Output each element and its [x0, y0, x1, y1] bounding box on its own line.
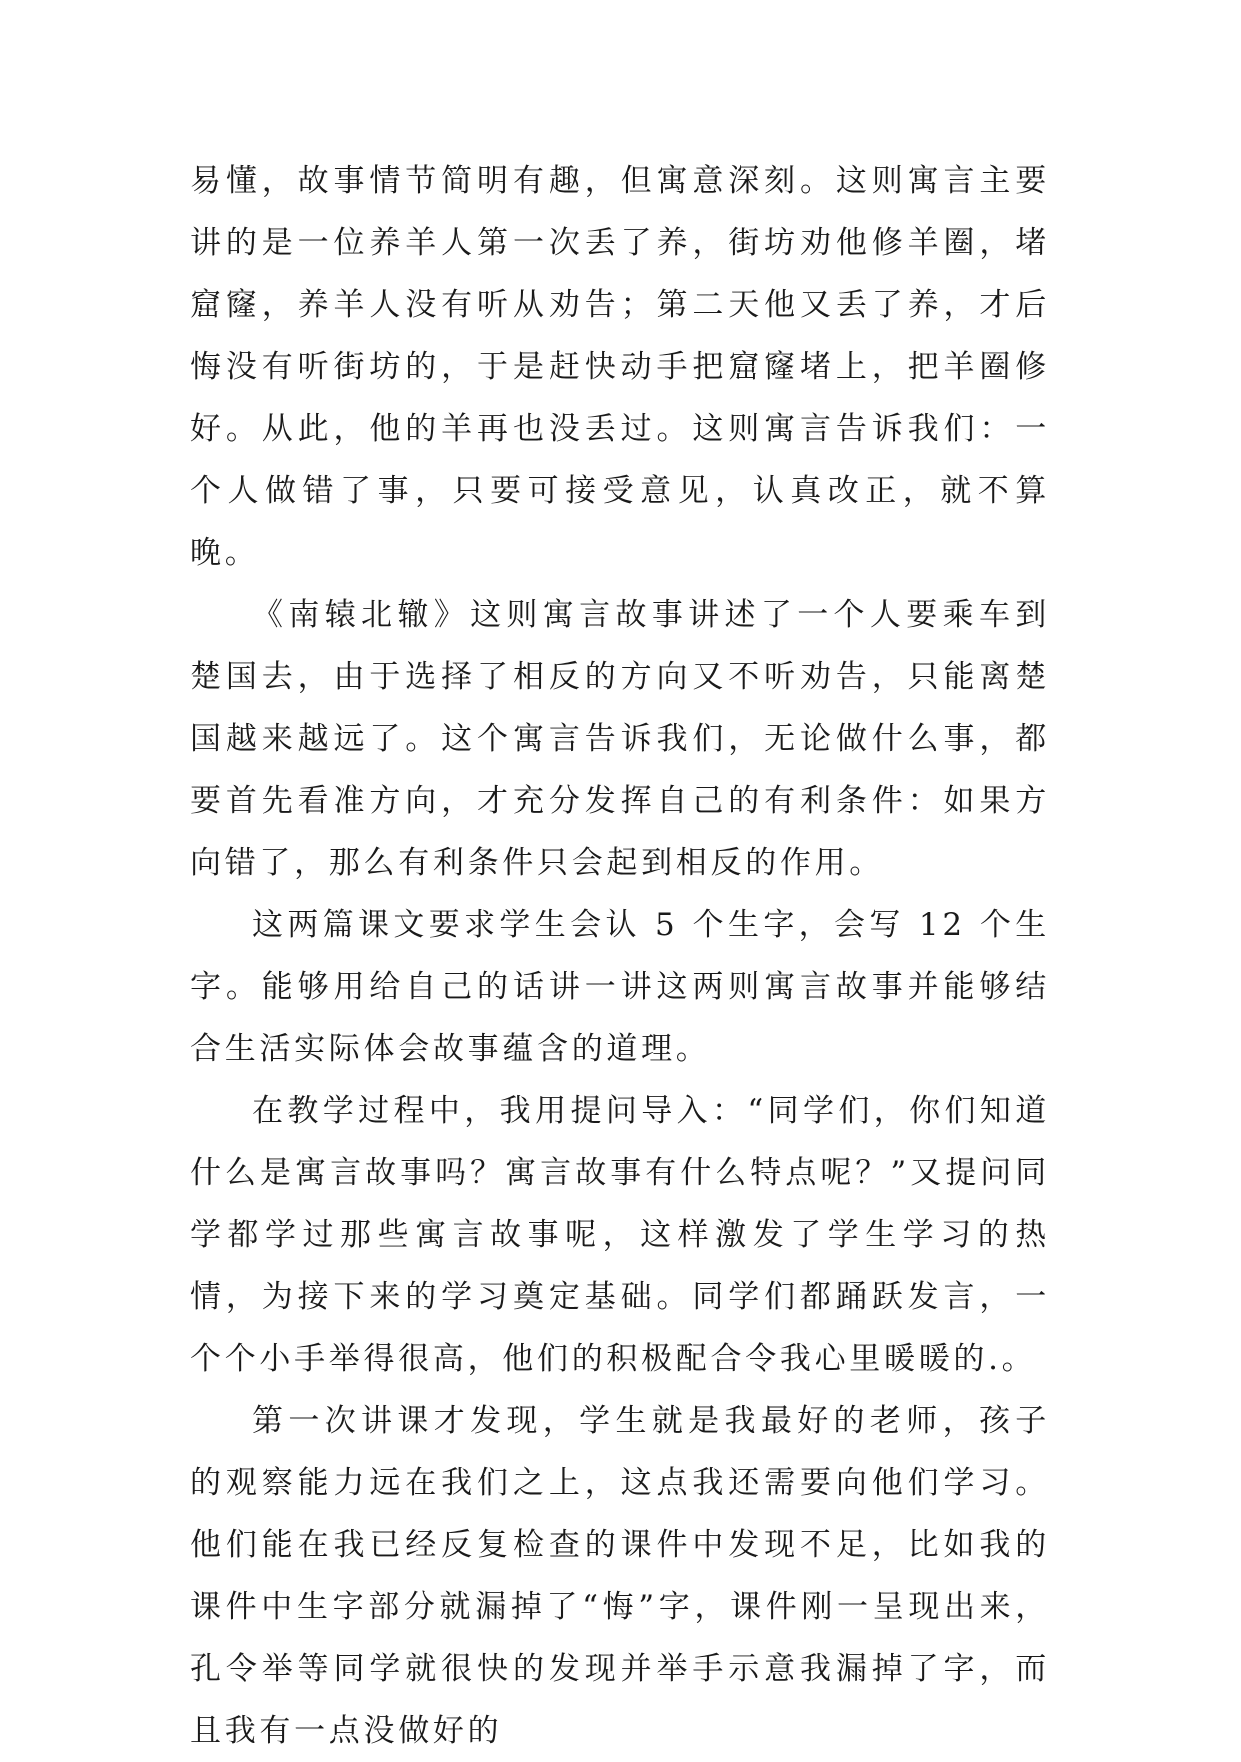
paragraph-4: 在教学过程中，我用提问导入：“同学们，你们知道什么是寓言故事吗？寓言故事有什么特点呢？”又提问同学都学过那些寓言故事呢，这样激发了学生学习的热情，为接下来的学习奠定基础。同学们都踊跃发言，一个个小手举得很高，他们的积极配合令我心里暖暖的.。 — [190, 1093, 1050, 1377]
paragraph-2: 《南辕北辙》这则寓言故事讲述了一个人要乘车到楚国去，由于选择了相反的方向又不听劝告，只能离楚国越来越远了。这个寓言告诉我们，无论做什么事，都要首先看准方向，才充分发挥自己的有利条件：如果方向错了，那么有利条件只会起到相反的作用。 — [190, 597, 1050, 881]
paragraph-1: 易懂，故事情节简明有趣，但寓意深刻。这则寓言主要讲的是一位养羊人第一次丢了养，街坊劝他修羊圈，堵窟窿，养羊人没有听从劝告；第二天他又丢了养，才后悔没有听街坊的，于是赶快动手把窟窿堵上，把羊圈修好。从此，他的羊再也没丢过。这则寓言告诉我们：一个人做错了事，只要可接受意见，认真改正，就不算晚。 — [190, 163, 1050, 571]
paragraph-3: 这两篇课文要求学生会认 5 个生字，会写 12 个生字。能够用给自己的话讲一讲这两则寓言故事并能够结合生活实际体会故事蕴含的道理。 — [190, 907, 1050, 1067]
document-body — [190, 150, 1050, 1762]
paragraph-5: 第一次讲课才发现，学生就是我最好的老师，孩子的观察能力远在我们之上，这点我还需要向他们学习。他们能在我已经反复检查的课件中发现不足，比如我的课件中生字部分就漏掉了“悔”字，课件刚一呈现出来，孔令举等同学就很快的发现并举手示意我漏掉了字，而且我有一点没做好的 — [190, 1403, 1050, 1749]
